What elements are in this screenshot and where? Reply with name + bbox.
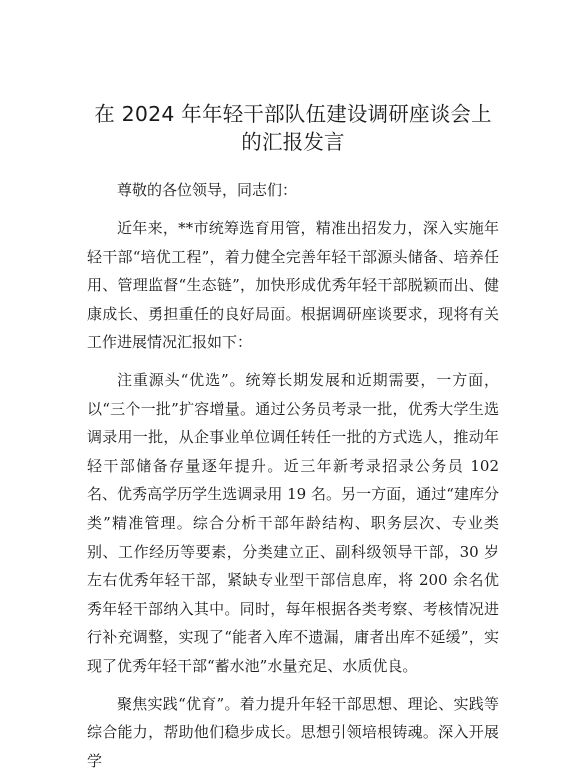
paragraph-intro: 近年来，**市统筹选育用管，精准出招发力，深入实施年轻干部“培优工程”，着力健全完善年轻干部源头储备、培养任用、管理监督“生态链”，加快形成优秀年轻干部脱颖而出、健康成长、勇担重任的良好局面。根据调研座谈要求，现将有关工作进展情况汇报如下： xyxy=(87,214,499,357)
paragraph-source-selection: 注重源头“优选”。统筹长期发展和近期需要，一方面，以“三个一批”扩容增量。通过公务员考录一批，优秀大学生选调录用一批，从企事业单位调任转任一批的方式选人，推动年轻干部储备存量逐年提升。近三年新考录招录公务员 102 名、优秀高学历学生选调录用 19 名。另一方面，通过“建库分类”精准管理。综合分析干部年龄结构、职务层次、专业类别、工作经历等要素，分类建立正、副科级领导干部，30 岁左右优秀年轻干部，紧缺专业型干部信息库，将 200 余名优秀年轻干部纳入其中。同时，每年根据各类考察、考核情况进行补充调整，实现了“能者入库不遗漏，庸者出库不延缓”，实现了优秀年轻干部“蓄水池”水量充足、水质优良。 xyxy=(87,366,499,681)
salutation: 尊敬的各位领导，同志们： xyxy=(87,175,499,205)
paragraph-practice-cultivation: 聚焦实践“优育”。着力提升年轻干部思想、理论、实践等综合能力，帮助他们稳步成长。思想引领培根铸魂。深入开展学 xyxy=(87,690,499,775)
document-title: 在 2024 年年轻干部队伍建设调研座谈会上的汇报发言 xyxy=(87,100,499,156)
